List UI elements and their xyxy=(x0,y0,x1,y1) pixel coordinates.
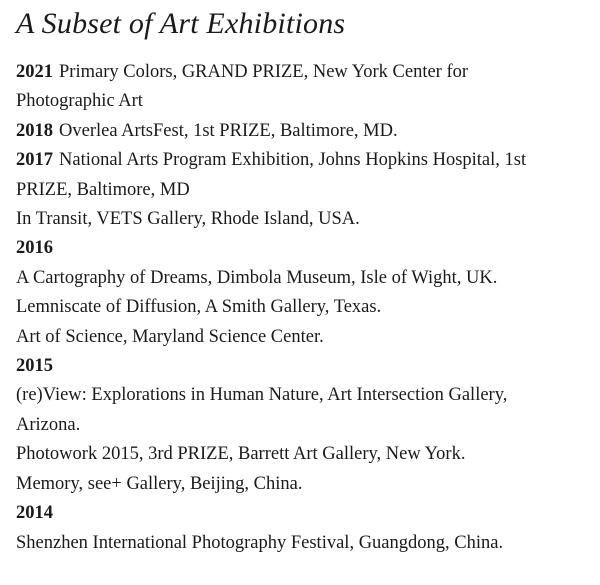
exhibition-line xyxy=(16,470,594,499)
year-label: 2018 xyxy=(16,120,53,141)
exhibition-line xyxy=(16,146,594,175)
exhibition-line xyxy=(16,323,594,352)
year-label: 2014 xyxy=(16,503,53,524)
exhibition-text: Overlea ArtsFest, 1st PRIZE, Baltimore, MD. xyxy=(59,120,398,141)
year-label: 2021 xyxy=(16,62,53,82)
exhibition-line xyxy=(16,264,594,293)
exhibition-text: Shenzhen International Photography Festival, Guangdong, China. xyxy=(16,532,504,553)
exhibition-line xyxy=(16,176,594,205)
exhibition-text: National Arts Program Exhibition, Johns Hopkins Hospital, 1st xyxy=(59,150,527,171)
exhibition-line xyxy=(16,205,594,234)
exhibition-line xyxy=(16,293,594,322)
year-label: 2015 xyxy=(16,356,53,377)
year-heading xyxy=(16,499,594,528)
exhibition-line xyxy=(16,87,594,116)
exhibition-text: (re)View: Explorations in Human Nature, Art Intersection Gallery, xyxy=(16,385,508,406)
exhibition-text: Arizona. xyxy=(16,414,81,435)
exhibitions-document xyxy=(16,0,594,558)
page-title: A Subset of Art Exhibitions xyxy=(16,7,346,40)
exhibition-line xyxy=(16,117,594,146)
exhibition-text: A Cartography of Dreams, Dimbola Museum, Isle of Wight, UK. xyxy=(16,267,498,288)
exhibition-text: PRIZE, Baltimore, MD xyxy=(16,179,190,200)
year-heading xyxy=(16,352,594,381)
exhibition-text: Photographic Art xyxy=(16,91,143,112)
exhibition-text: Primary Colors, GRAND PRIZE, New York Center for xyxy=(59,62,469,82)
exhibition-line xyxy=(16,529,594,558)
exhibition-line xyxy=(16,440,594,469)
exhibition-text: Memory, see+ Gallery, Beijing, China. xyxy=(16,473,303,494)
exhibition-list xyxy=(16,58,594,558)
year-label: 2016 xyxy=(16,238,53,259)
year-label: 2017 xyxy=(16,150,53,171)
exhibition-text: Photowork 2015, 3rd PRIZE, Barrett Art Gallery, New York. xyxy=(16,444,466,465)
exhibition-text: Lemniscate of Diffusion, A Smith Gallery, Texas. xyxy=(16,297,382,318)
exhibition-text: Art of Science, Maryland Science Center. xyxy=(16,326,324,347)
exhibition-line xyxy=(16,381,594,410)
year-heading xyxy=(16,234,594,263)
exhibition-line xyxy=(16,58,594,87)
exhibition-text: In Transit, VETS Gallery, Rhode Island, USA. xyxy=(16,209,360,230)
exhibition-line xyxy=(16,411,594,440)
